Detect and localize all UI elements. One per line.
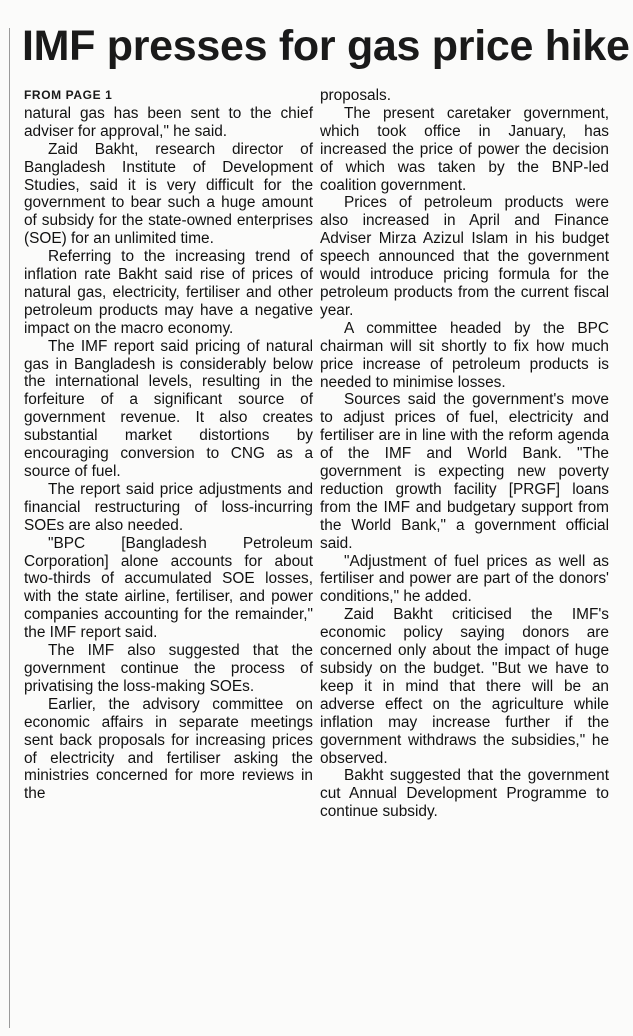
article-column-left <box>24 87 313 803</box>
paragraph: proposals. <box>320 87 392 104</box>
paragraph: Referring to the increasing trend of inflation rate Bakht said rise of prices of natural gas, electricity, fertiliser and other petroleum products may have a negative impact on the macro economy. <box>24 248 313 337</box>
paragraph: The present caretaker government, which took office in January, has increased the price of power the decision of which was taken by the BNP-led coalition government. <box>320 104 609 194</box>
paragraph: Prices of petroleum products were also increased in April and Finance Adviser Mirza Azizul Islam in his budget speech announced that the government would introduce pricing formula for the petroleum products from the current fiscal year. <box>320 194 609 319</box>
paragraph: The report said price adjustments and financial restructuring of loss-incurring SOEs are also needed. <box>24 480 313 534</box>
paragraph: "Adjustment of fuel prices as well as fertiliser and power are part of the donors' conditions," he added. <box>320 552 609 606</box>
paragraph: natural gas has been sent to the chief adviser for approval," he said. <box>24 104 313 140</box>
headline: IMF presses for gas price hike <box>22 22 630 70</box>
paragraph: Sources said the government's move to adjust prices of fuel, electricity and fertiliser are in line with the reform agenda of the IMF and World Bank. "The government is expecting new poverty reduction growth facility [PRGF] loans from the IMF and budgetary support from the World Bank," a government official said. <box>320 391 609 552</box>
article-column-right <box>320 87 609 821</box>
paragraph: Zaid Bakht criticised the IMF's economic policy saying donors are concerned only about the impact of huge subsidy on the budget. "But we have to keep it in mind that there will be an adverse effect on the agriculture while inflation may increase further if the government withdraws the subsidies," he observed. <box>320 606 609 767</box>
paragraph: Zaid Bakht, research director of Bangladesh Institute of Development Studies, said it is very difficult for the government to bear such a huge amount of subsidy for the state-owned enterprises (SOE) for an unlimited time. <box>24 140 313 248</box>
paragraph: "BPC [Bangladesh Petroleum Corporation] alone accounts for about two-thirds of accumulated SOE losses, with the state airline, fertiliser, and power companies accounting for the remainder," the IMF report said. <box>24 534 313 642</box>
paragraph: Earlier, the advisory committee on economic affairs in separate meetings sent back proposals for increasing prices of electricity and fertiliser asking the ministries concerned for more reviews in the <box>24 695 313 803</box>
column-rule <box>9 28 10 1028</box>
paragraph: A committee headed by the BPC chairman will sit shortly to fix how much price increase of petroleum products is needed to minimise losses. <box>320 319 609 391</box>
paragraph: The IMF also suggested that the government continue the process of privatising the loss-making SOEs. <box>24 642 313 695</box>
paragraph: Bakht suggested that the government cut Annual Development Programme to continue subsidy. <box>320 767 609 821</box>
continuation-label: FROM PAGE 1 <box>24 88 113 102</box>
paragraph: The IMF report said pricing of natural gas in Bangladesh is considerably below the international levels, resulting in the forfeiture of a significant source of government revenue. It also creates substantial market distortions by encouraging conversion to CNG as a source of fuel. <box>24 337 313 481</box>
